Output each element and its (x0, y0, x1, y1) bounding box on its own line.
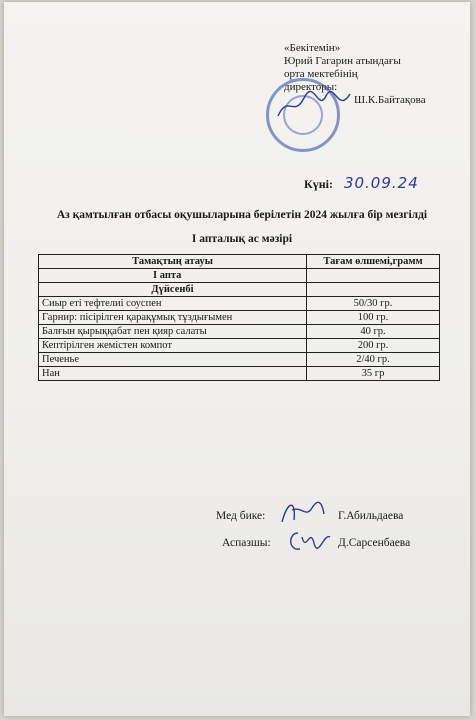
date-row (304, 174, 419, 192)
table-header-row (39, 255, 440, 269)
day-row (39, 283, 440, 297)
day-label: Дүйсенбі (39, 283, 307, 297)
portion-size: 2/40 гр. (307, 353, 440, 367)
document-subtitle: I апталық ас мәзірі (191, 233, 293, 245)
cook-role: Аспазшы: (222, 537, 271, 549)
food-name: Кептірілген жемістен компот (39, 339, 307, 353)
portion-size: 100 гр. (307, 311, 440, 325)
table-row (39, 297, 440, 311)
table-row (39, 353, 440, 367)
nurse-role: Мед бике: (216, 510, 266, 522)
table-row (39, 325, 440, 339)
approval-line: орта мектебінің (284, 68, 358, 80)
date-value: 30.09.24 (343, 174, 419, 192)
date-label: Күні: (304, 177, 333, 191)
table-row (39, 311, 440, 325)
approval-line: Юрий Гагарин атындағы (284, 55, 401, 67)
cook-signature (284, 523, 334, 555)
menu-table (38, 254, 440, 381)
column-header-portion: Тағам өлшемі,грамм (307, 255, 440, 269)
food-name: Балғын қырыққабат пен қияр салаты (39, 325, 307, 339)
document-title: Аз қамтылған отбасы оқушыларына берілетін 2024 жылға бір мезгілді (56, 209, 428, 221)
empty-cell (307, 283, 440, 297)
approval-line: «Бекітемін» (284, 42, 341, 54)
food-name: Печенье (39, 353, 307, 367)
document-page (4, 2, 470, 716)
food-name: Гарнир: пісірілген қарақұмық тұздығымен (39, 311, 307, 325)
table-row (39, 339, 440, 353)
week-label: I апта (39, 269, 307, 283)
approval-line: директоры: (284, 81, 338, 93)
cook-name: Д.Сарсенбаева (338, 537, 411, 549)
portion-size: 35 гр (307, 367, 440, 381)
portion-size: 40 гр. (307, 325, 440, 339)
food-name: Сиыр еті тефтелиі соуспен (39, 297, 307, 311)
director-signature (274, 88, 354, 122)
food-name: Нан (39, 367, 307, 381)
week-row (39, 269, 440, 283)
empty-cell (307, 269, 440, 283)
portion-size: 200 гр. (307, 339, 440, 353)
director-name: Ш.К.Байтақова (354, 94, 426, 106)
table-row (39, 367, 440, 381)
column-header-food: Тамақтың атауы (39, 255, 307, 269)
nurse-name: Г.Абильдаева (338, 510, 404, 522)
portion-size: 50/30 гр. (307, 297, 440, 311)
